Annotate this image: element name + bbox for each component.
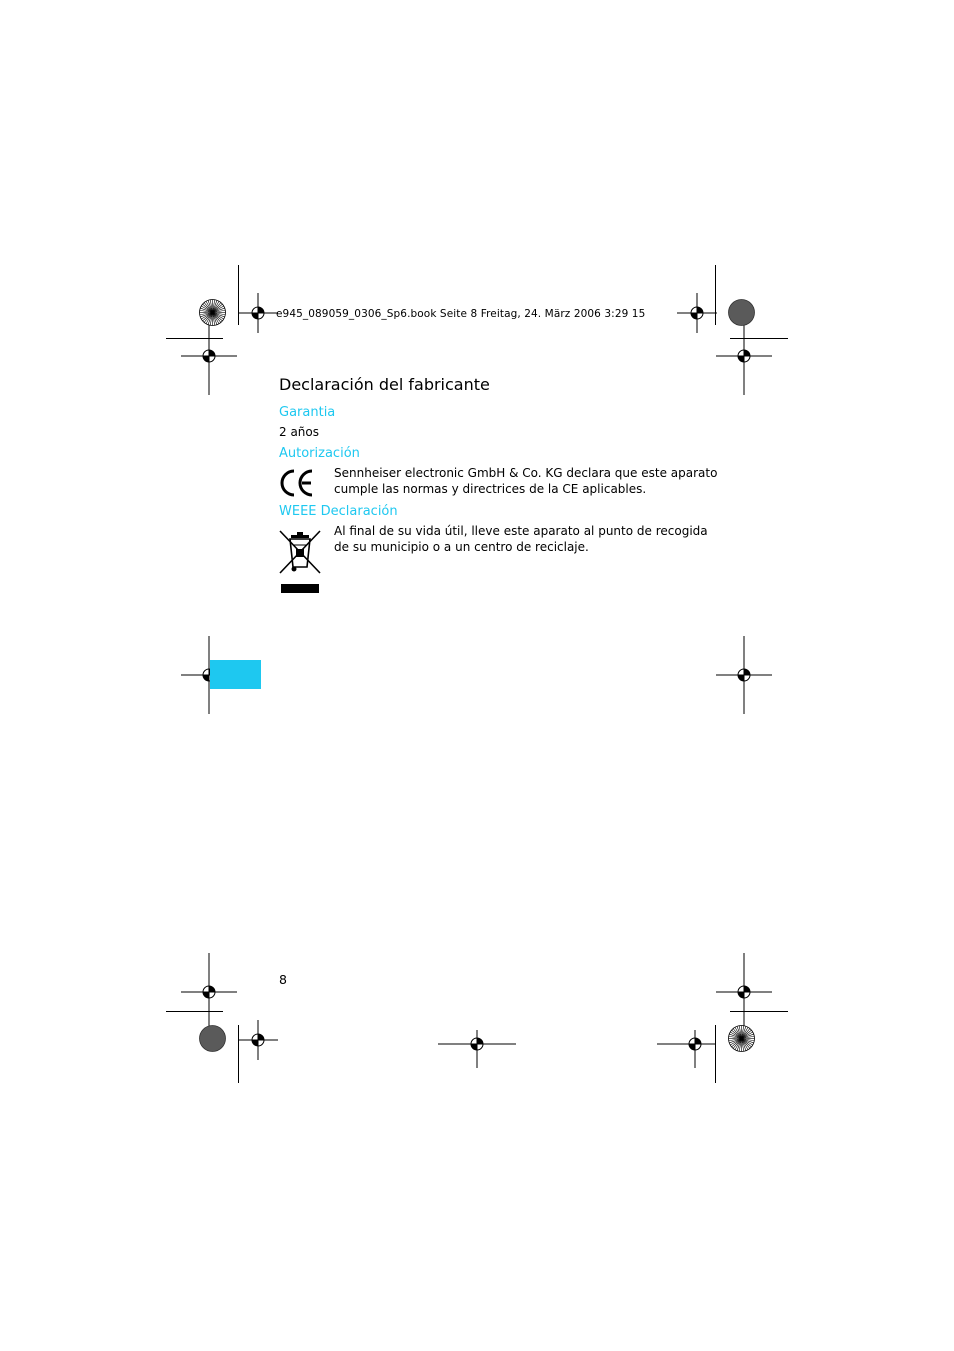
warranty-text: 2 años	[279, 425, 320, 439]
page-title: Declaración del fabricante	[279, 375, 490, 394]
section-title-weee: WEEE Declaración	[279, 504, 398, 519]
registration-mark-icon	[716, 953, 772, 1031]
section-title-warranty: Garantia	[279, 405, 336, 420]
print-slug: e945_089059_0306_Sp6.book Seite 8 Freitag, 24. März 2006 3:29 15	[276, 308, 646, 320]
authorization-line-2: cumple las normas y directrices de la CE aplicables.	[334, 482, 647, 496]
registration-mark-icon	[716, 636, 772, 714]
registration-mark-icon	[181, 953, 237, 1031]
registration-mark-icon	[677, 293, 717, 333]
page-number: 8	[279, 972, 287, 987]
grey-calibration-disc-icon	[198, 1024, 227, 1053]
registration-mark-icon	[716, 317, 772, 395]
side-color-tab	[210, 660, 261, 689]
registration-mark-icon	[238, 1020, 278, 1060]
crossed-out-wheelie-bin-icon	[278, 529, 322, 595]
registration-mark-icon	[181, 317, 237, 395]
registration-mark-icon	[238, 293, 278, 333]
weee-line-1: Al final de su vida útil, lleve este aparato al punto de recogida	[334, 524, 708, 538]
weee-line-2: de su municipio o a un centro de reciclaje.	[334, 540, 589, 554]
ce-mark-icon	[279, 469, 315, 497]
authorization-line-1: Sennheiser electronic GmbH & Co. KG declara que este aparato	[334, 466, 718, 480]
starburst-calibration-icon	[727, 1024, 756, 1053]
starburst-calibration-icon	[198, 298, 227, 327]
registration-mark-icon	[657, 1020, 715, 1068]
grey-calibration-disc-icon	[727, 298, 756, 327]
registration-mark-icon	[438, 1020, 516, 1068]
section-title-authorization: Autorización	[279, 446, 360, 461]
